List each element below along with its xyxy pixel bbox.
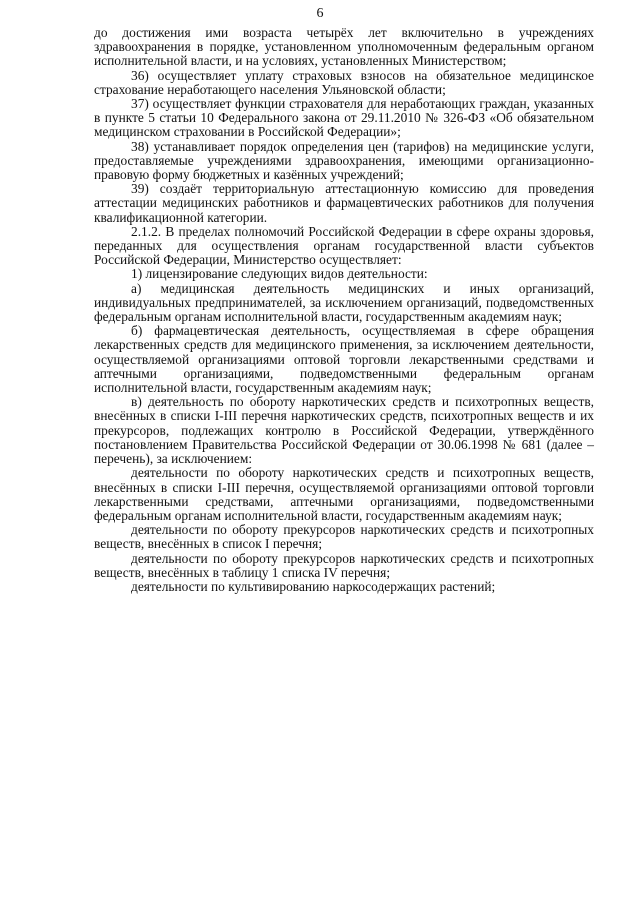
paragraph-section-2-1-2: 2.1.2. В пределах полномочий Российской Федерации в сфере охраны здоровья, переданных для осуществления органам государственной власти субъектов Российской Федерации, Министерство осуществляет:	[94, 223, 594, 268]
paragraph-item-37: 37) осуществляет функции страхователя для неработающих граждан, указанных в пункте 5 статьи 10 Федерального закона от 29.11.2010 № 326-ФЗ «Об обязательном медицинском страховании в Российской Федерации»;	[94, 96, 594, 140]
paragraph-continuation: до достижения ими возраста четырёх лет включительно в учреждениях здравоохранения в порядке, установленном уполномоченным федеральным органом исполнительной власти, и на условиях, установленных Министерством;	[94, 25, 594, 69]
paragraph-item-38: 38) устанавливает порядок определения цен (тарифов) на медицинские услуги, предоставляемые учреждениями здравоохранения, имеющими организационно-правовую форму бюджетных и казённых учреждений;	[94, 138, 594, 183]
document-body	[94, 26, 594, 594]
paragraph-item-36: 36) осуществляет уплату страховых взносов на обязательное медицинское страхование неработающего населения Ульяновской области;	[94, 67, 594, 97]
paragraph-exception-3: деятельности по обороту прекурсоров наркотических средств и психотропных веществ, внесённых в таблицу 1 списка IV перечня;	[94, 550, 594, 580]
paragraph-licensing-a: а) медицинская деятельность медицинских и иных организаций, индивидуальных предпринимателей, за исключением организаций, подведомственных федеральным органам исполнительной власти, государственным академиям наук;	[94, 280, 594, 325]
paragraph-exception-4: деятельности по культивированию наркосодержащих растений;	[131, 578, 496, 594]
paragraph-item-39: 39) создаёт территориальную аттестационную комиссию для проведения аттестации медицинских работников и фармацевтических работников для получения квалификационной категории.	[94, 181, 594, 225]
paragraph-licensing-v: в) деятельность по обороту наркотических средств и психотропных веществ, внесённых в списки I-III перечня наркотических средств, психотропных веществ и их прекурсоров, подлежащих контролю в Российской Федерации, утверждённого постановлением Правительства Российской Федерации от 30.06.1998 № 681 (далее – перечень), за исключением:	[94, 394, 594, 467]
paragraph-exception-1: деятельности по обороту наркотических средств и психотропных веществ, внесённых в списки I-III перечня, осуществляемой организациями оптовой торговли лекарственными средствами, аптечными организациями, подведомственными федеральным органам исполнительной власти, государственным академиям наук;	[94, 465, 594, 523]
paragraph-licensing-intro: 1) лицензирование следующих видов деятельности:	[131, 266, 428, 282]
page-number: 6	[316, 6, 324, 21]
paragraph-licensing-b: б) фармацевтическая деятельность, осуществляемая в сфере обращения лекарственных средств для медицинского применения, за исключением деятельности, осуществляемой организациями оптовой торговли лекарственными средствами и аптечными организациями, подведомственными федеральным органам исполнительной власти, государственным академиям наук;	[94, 323, 594, 396]
paragraph-exception-2: деятельности по обороту прекурсоров наркотических средств и психотропных веществ, внесённых в список I перечня;	[94, 522, 594, 552]
